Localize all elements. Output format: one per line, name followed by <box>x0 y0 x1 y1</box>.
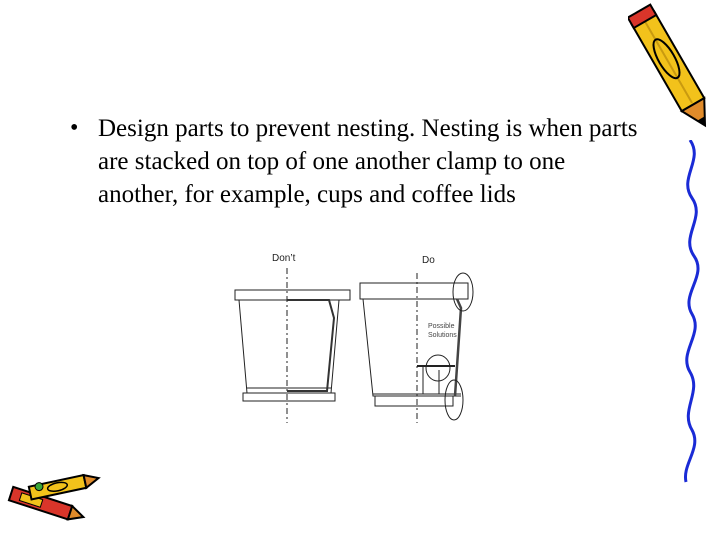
possible-solutions-label: Possible Solutions <box>428 323 457 339</box>
dont-cup-drawing <box>235 268 350 423</box>
pencil-icon <box>628 2 718 138</box>
nesting-figure <box>225 248 485 428</box>
dont-label: Don’t <box>272 253 296 264</box>
crayons-icon <box>0 470 104 534</box>
squiggle-line <box>672 140 712 485</box>
do-cup-drawing <box>360 273 473 423</box>
bullet-text: Design parts to prevent nesting. Nesting is when parts are stacked on top of one another clamp to one another, for example, cups and coffee lids <box>98 115 638 208</box>
do-label: Do <box>422 255 435 266</box>
bullet-marker: • <box>70 115 79 141</box>
